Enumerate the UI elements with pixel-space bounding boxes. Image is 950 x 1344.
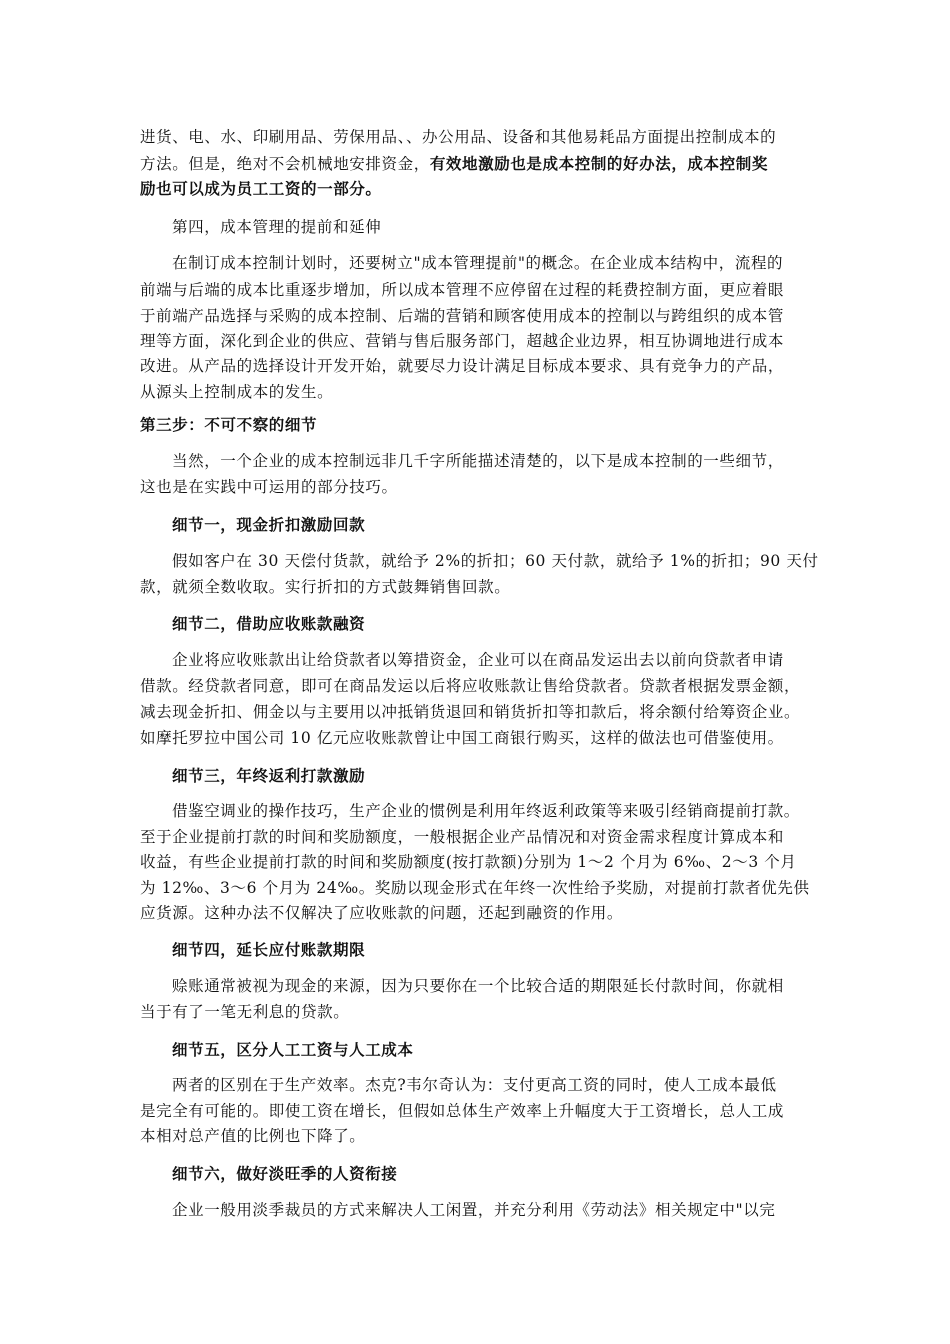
paragraph-line: 赊账通常被视为现金的来源，因为只要你在一个比较合适的期限延长付款时间，你就相 [172,977,784,995]
paragraph-line: 理等方面，深化到企业的供应、营销与售后服务部门，超越企业边界，相互协调地进行成本 [140,332,785,350]
paragraph-line: 款，就须全数收取。实行折扣的方式鼓舞销售回款。 [140,578,511,596]
paragraph-line: 企业将应收账款出让给贷款者以筹措资金，企业可以在商品发运出去以前向贷款者申请 [172,651,784,669]
paragraph-line: 前端与后端的成本比重逐步增加，所以成本管理不应停留在过程的耗费控制方面，更应着眼 [140,281,785,299]
detail-heading: 细节五，区分人工工资与人工成本 [172,1040,414,1059]
detail-heading: 细节六，做好淡旺季的人资衔接 [172,1164,398,1183]
detail-heading: 细节三，年终返利打款激励 [172,766,366,785]
paragraph-line: 借款。经贷款者同意，即可在商品发运以后将应收账款让售给贷款者。贷款者根据发票金额， [140,677,801,695]
paragraph-line: 当然，一个企业的成本控制远非几千字所能描述清楚的，以下是成本控制的一些细节， [172,452,784,470]
paragraph-line: 至于企业提前打款的时间和奖励额度，一般根据企业产品情况和对资金需求程度计算成本和 [140,828,785,846]
paragraph-line: 应货源。这种办法不仅解决了应收账款的问题，还起到融资的作用。 [140,904,624,922]
paragraph-line: 于前端产品选择与采购的成本控制、后端的营销和顾客使用成本的控制以与跨组织的成本管 [140,307,785,325]
bold-text: 有效地激励也是成本控制的好办法，成本控制奖 [429,154,768,173]
paragraph-line: 如摩托罗拉中国公司 10 亿元应收账款曾让中国工商银行购买，这样的做法也可借鉴使用。 [140,729,784,747]
paragraph-line: 两者的区别在于生产效率。杰克?韦尔奇认为：支付更高工资的同时，使人工成本最低 [172,1076,777,1094]
paragraph-line: 企业一般用淡季裁员的方式来解决人工闲置，并充分利用《劳动法》相关规定中"以完 [172,1201,776,1219]
step-heading: 第三步：不可不察的细节 [140,415,318,434]
paragraph-line: 在制订成本控制计划时，还要树立"成本管理提前"的概念。在企业成本结构中，流程的 [172,254,784,272]
paragraph-line: 进货、电、水、印刷用品、劳保用品、、办公用品、设备和其他易耗品方面提出控制成本的 [140,128,777,146]
section-heading: 第四，成本管理的提前和延伸 [172,218,382,236]
paragraph-text: 方法。但是，绝对不会机械地安排资金， [140,155,430,173]
paragraph-line: 为 12‰、3～6 个月为 24‰。奖励以现金形式在年终一次性给予奖励，对提前打款者优先供 [140,879,810,897]
paragraph-line: 假如客户在 30 天偿付货款，就给予 2%的折扣；60 天付款，就给予 1%的折扣；90 天付 [172,552,819,570]
paragraph-line: 收益，有些企业提前打款的时间和奖励额度(按打款额)分别为 1～2 个月为 6‰、2～3 个月 [140,853,797,871]
paragraph-line: 本相对总产值的比例也下降了。 [140,1127,366,1145]
detail-heading: 细节二，借助应收账款融资 [172,614,366,633]
detail-heading: 细节四，延长应付账款期限 [172,940,366,959]
paragraph-line: 这也是在实践中可运用的部分技巧。 [140,478,398,496]
paragraph-line: 励也可以成为员工工资的一部分。 [140,179,382,198]
paragraph-line: 是完全有可能的。即使工资在增长，但假如总体生产效率上升幅度大于工资增长，总人工成 [140,1102,785,1120]
detail-heading: 细节一，现金折扣激励回款 [172,515,366,534]
paragraph-line: 改进。从产品的选择设计开发开始，就要尽力设计满足目标成本要求、具有竞争力的产品， [140,357,785,375]
paragraph-line: 当于有了一笔无利息的贷款。 [140,1003,350,1021]
paragraph-line: 借鉴空调业的操作技巧，生产企业的惯例是利用年终返利政策等来吸引经销商提前打款。 [172,802,800,820]
paragraph-line [140,154,768,174]
paragraph-line: 从源头上控制成本的发生。 [140,383,334,401]
paragraph-line: 减去现金折扣、佣金以与主要用以冲抵销货退回和销货折扣等扣款后，将余额付给筹资企业。 [140,703,801,721]
